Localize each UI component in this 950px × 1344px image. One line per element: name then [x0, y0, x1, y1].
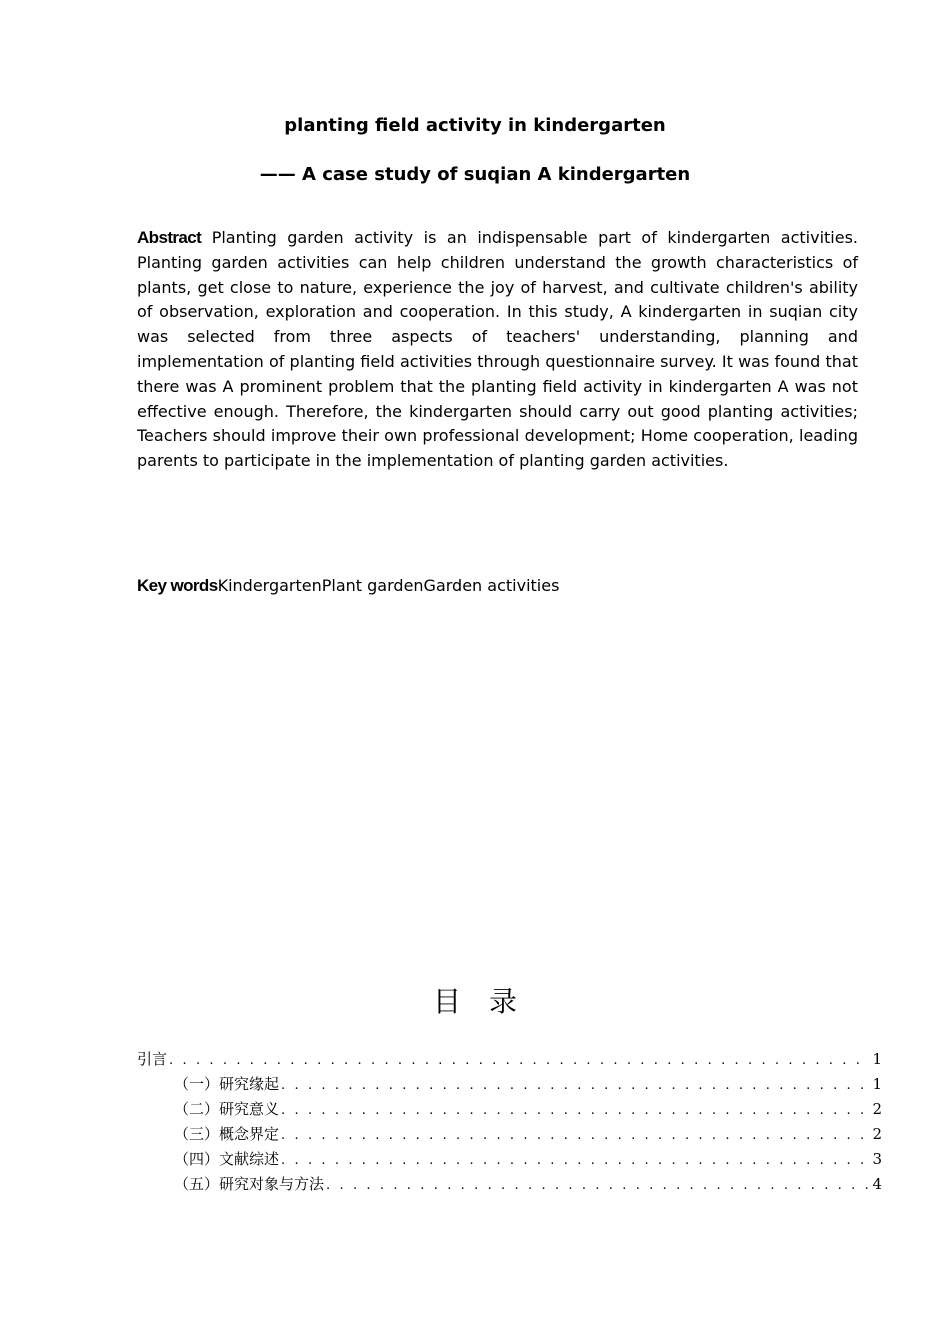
toc-entry-text: （四）文献综述	[174, 1150, 280, 1168]
toc-leader-dots	[281, 1128, 870, 1143]
toc-page-number: 1	[872, 1050, 882, 1068]
toc-entry-definitions[interactable]	[137, 1123, 882, 1148]
toc-leader-dots	[281, 1153, 870, 1168]
toc-entry-origin[interactable]	[137, 1073, 882, 1098]
document-title: planting field activity in kindergarten	[284, 115, 666, 136]
document-subtitle: —— A case study of suqian A kindergarten	[259, 164, 691, 185]
table-of-contents	[137, 1048, 882, 1198]
toc-entry-text: （二）研究意义	[174, 1100, 280, 1118]
toc-leader-dots	[326, 1178, 870, 1193]
toc-entry-literature-review[interactable]	[137, 1148, 882, 1173]
toc-title: 目录	[432, 985, 545, 1018]
abstract-text: Planting garden activity is an indispensable part of kindergarten activities. Planting garden activities can help children understand the growth characteristics of plants, get close to nature, experience the joy of harvest, and cultivate children's ability of observation, exploration and cooperation. In this study, A kindergarten in suqian city was selected from three aspects of teachers' understanding, planning and implementation of planting field activities through questionnaire survey. It was found that there was A prominent problem that the planting field activity in kindergarten A was not effective enough. Therefore, the kindergarten should carry out good planting activities; Teachers should improve their own professional development; Home cooperation, leading parents to participate in the implementation of planting garden activities.	[137, 228, 859, 471]
keywords-label: Key words	[137, 576, 218, 595]
abstract-section	[137, 226, 858, 474]
toc-page-number: 2	[872, 1100, 882, 1118]
toc-leader-dots	[281, 1103, 870, 1118]
toc-page-number: 4	[872, 1175, 882, 1193]
keywords-section	[137, 575, 559, 597]
abstract-label: Abstract	[137, 228, 202, 247]
toc-leader-dots	[281, 1078, 870, 1093]
toc-page-number: 3	[872, 1150, 882, 1168]
toc-entry-introduction[interactable]	[137, 1048, 882, 1073]
toc-page-number: 2	[872, 1125, 882, 1143]
toc-entry-subjects-methods[interactable]	[137, 1173, 882, 1198]
toc-entry-significance[interactable]	[137, 1098, 882, 1123]
toc-page-number: 1	[872, 1075, 882, 1093]
toc-entry-text: 引言	[137, 1050, 168, 1068]
keywords-text: KindergartenPlant gardenGarden activities	[217, 576, 560, 595]
toc-leader-dots	[169, 1053, 870, 1068]
toc-entry-text: （三）概念界定	[174, 1125, 280, 1143]
toc-entry-text: （一）研究缘起	[174, 1075, 280, 1093]
toc-entry-text: （五）研究对象与方法	[174, 1175, 325, 1193]
